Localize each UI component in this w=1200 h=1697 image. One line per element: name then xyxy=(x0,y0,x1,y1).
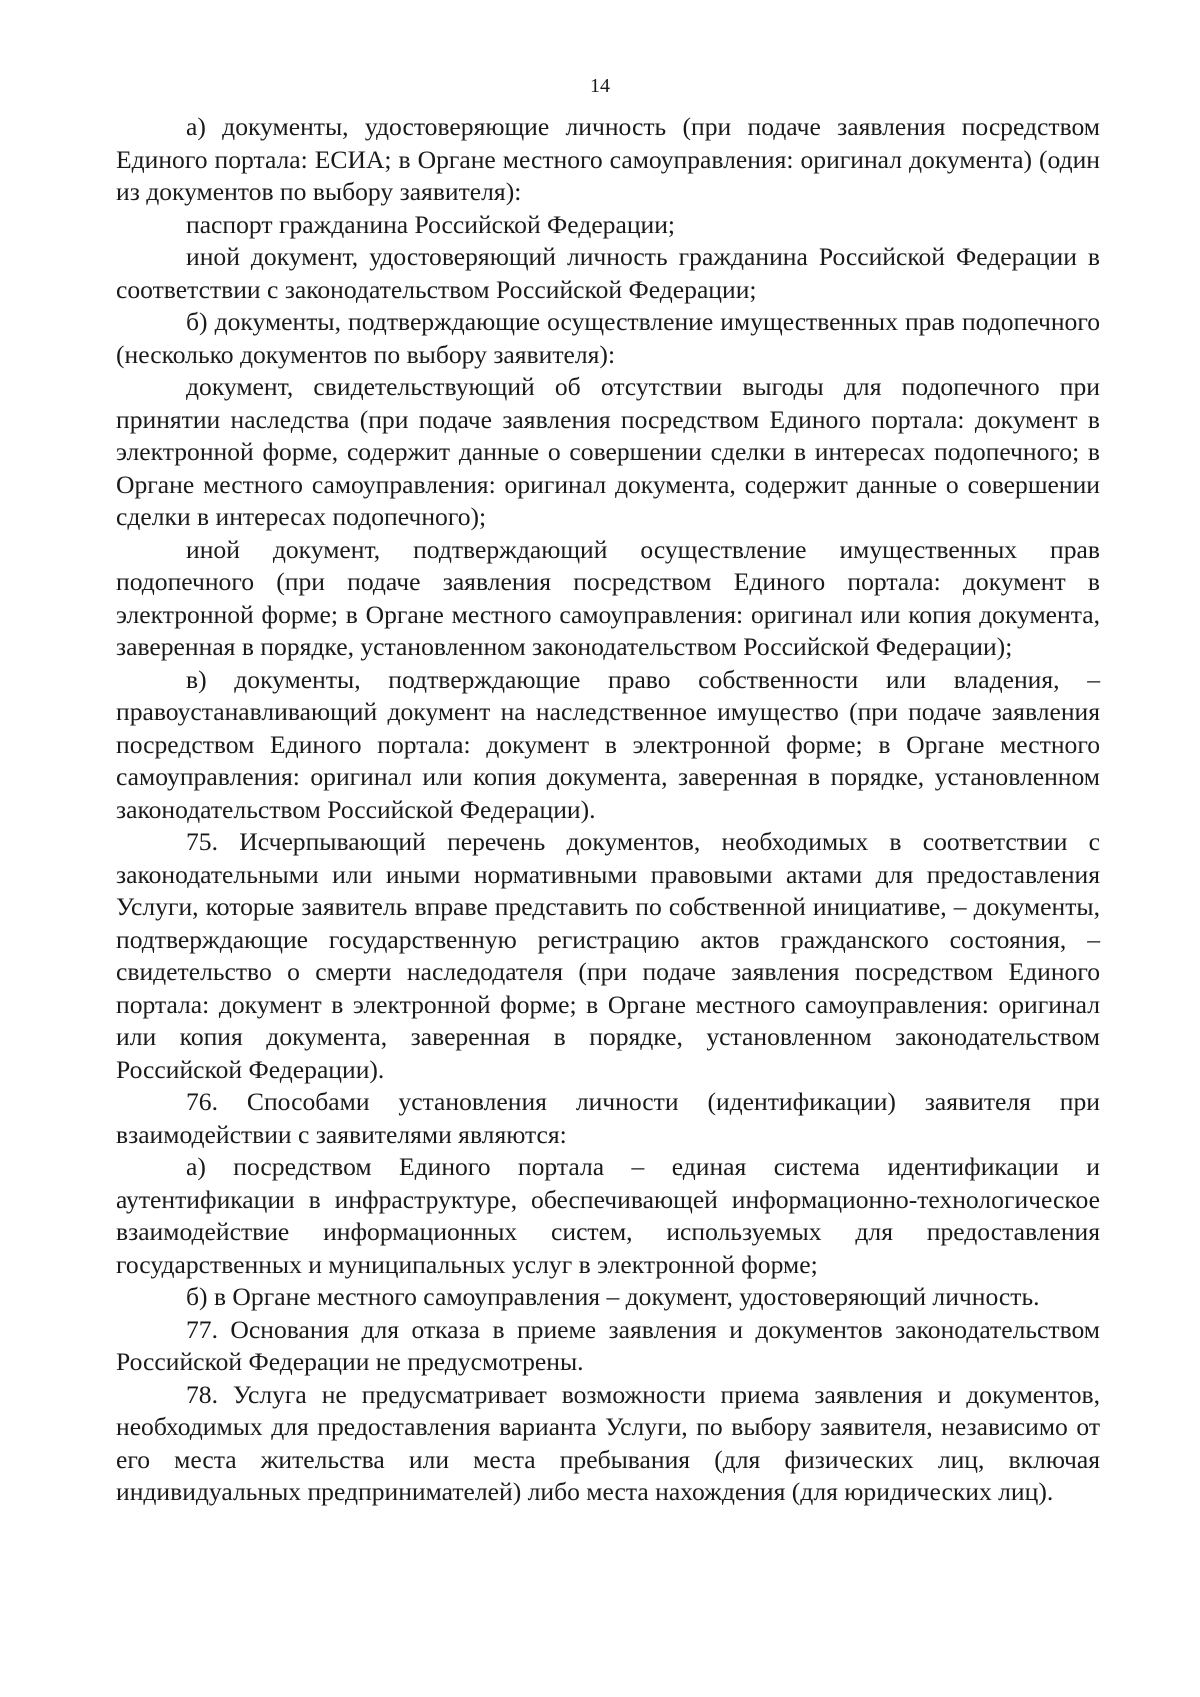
paragraph-item-76-b: б) в Органе местного самоуправления – документ, удостоверяющий личность. xyxy=(186,1282,1040,1311)
paragraph-ownership-documents: в) документы, подтверждающие право собственности или владения, – правоустанавливающий документ на наследственное имущество (при подаче заявления посредством Единого портала: документ в электронной форме; в Органе местного самоуправления: оригинал или копия документа, заверенная в порядке, установленном законодательством Российской Федерации). xyxy=(116,664,1100,824)
page-number: 14 xyxy=(590,75,610,97)
paragraph-other-property-document: иной документ, подтверждающий осуществление имущественных прав подопечного (при подаче заявления посредством Единого портала: документ в электронной форме; в Органе местного самоуправления: оригинал или копия документа, заверенная в порядке, установленном законодательством Российской Федерации); xyxy=(116,534,1100,661)
paragraph-item-76-a: а) посредством Единого портала – единая система идентификации и аутентификации в инфраструктуре, обеспечивающей информационно-технологическое взаимодействие информационных систем, используемых для предоставления государственных и муниципальных услуг в электронной форме; xyxy=(116,1152,1100,1279)
paragraph-property-rights-documents: б) документы, подтверждающие осуществление имущественных прав подопечного (несколько документов по выбору заявителя): xyxy=(116,307,1100,369)
paragraph-passport: паспорт гражданина Российской Федерации; xyxy=(186,209,676,239)
document-body xyxy=(116,111,1100,1509)
paragraph-item-78: 78. Услуга не предусматривает возможности приема заявления и документов, необходимых для предоставления варианта Услуги, по выбору заявителя, независимо от его места жительства или места пребывания (для физических лиц, включая индивидуальных предпринимателей) либо места нахождения (для юридических лиц). xyxy=(116,1379,1100,1506)
paragraph-item-75: 75. Исчерпывающий перечень документов, необходимых в соответствии с законодательными или иными нормативными правовыми актами для предоставления Услуги, которые заявитель вправе представить по собственной инициативе, – документы, подтверждающие государственную регистрацию актов гражданского состояния, – свидетельство о смерти наследодателя (при подаче заявления посредством Единого портала: документ в электронной форме; в Органе местного самоуправления: оригинал или копия документа, заверенная в порядке, установленном законодательством Российской Федерации). xyxy=(116,827,1100,1084)
paragraph-item-77: 77. Основания для отказа в приеме заявления и документов законодательством Российской Федерации не предусмотрены. xyxy=(116,1314,1100,1376)
paragraph-identity-documents: а) документы, удостоверяющие личность (при подаче заявления посредством Единого портала: ЕСИА; в Органе местного самоуправления: оригинал документа) (один из документов по выбору заявителя): xyxy=(116,112,1100,206)
paragraph-item-76: 76. Способами установления личности (идентификации) заявителя при взаимодействии с заявителями являются: xyxy=(116,1087,1100,1149)
paragraph-other-identity-document: иной документ, удостоверяющий личность гражданина Российской Федерации в соответствии с законодательством Российской Федерации; xyxy=(116,242,1100,304)
paragraph-no-benefit-document: документ, свидетельствующий об отсутствии выгоды для подопечного при принятии наследства (при подаче заявления посредством Единого портала: документ в электронной форме, содержит данные о совершении сделки в интересах подопечного; в Органе местного самоуправления: оригинал документа, содержит данные о совершении сделки в интересах подопечного); xyxy=(116,372,1100,531)
